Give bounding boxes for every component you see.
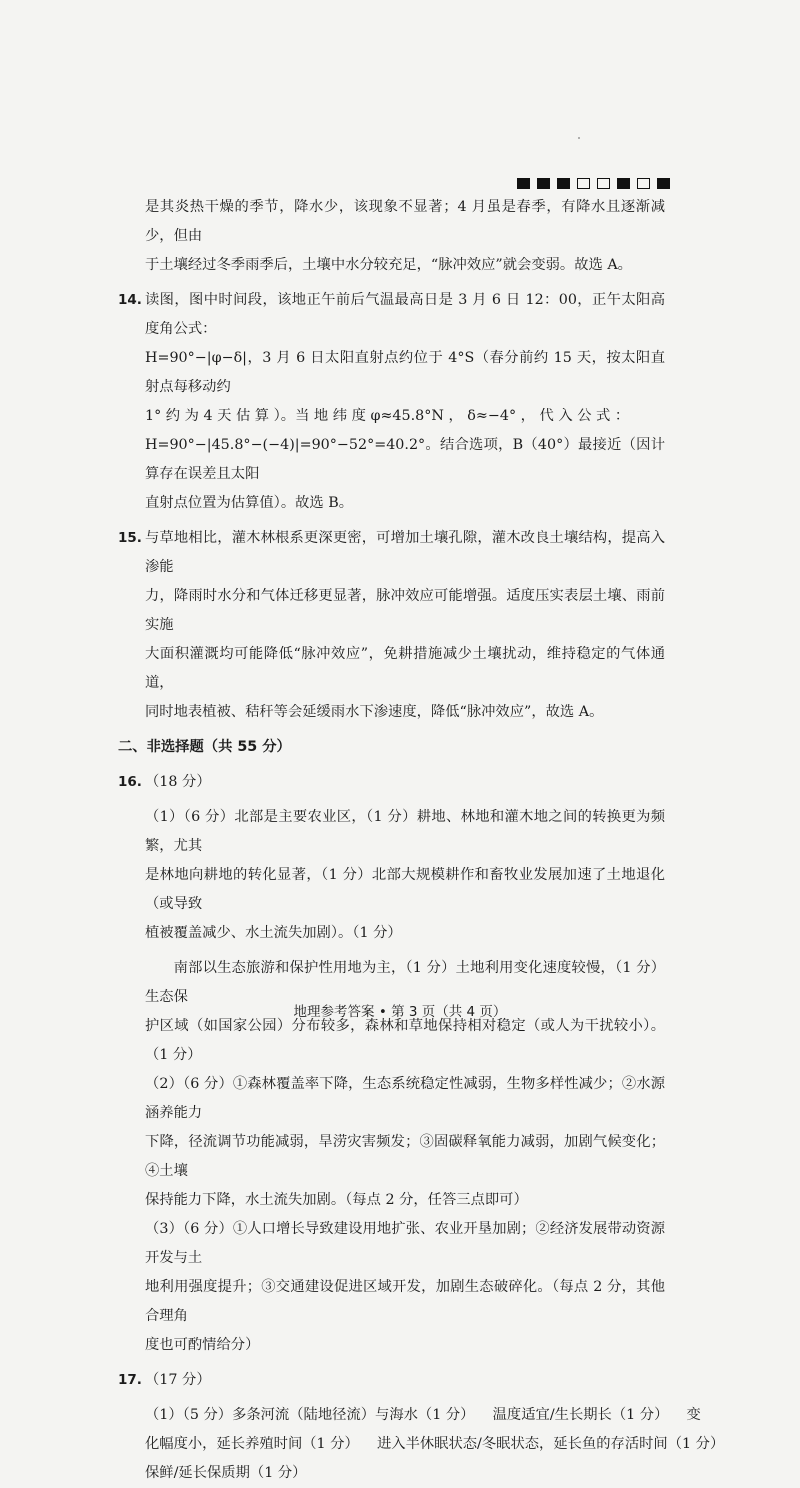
text-line: 力，降雨时水分和气体迁移更显著，脉冲效应可能增强。适度压实表层土壤、雨前实施 — [145, 588, 665, 633]
question-16 — [118, 768, 665, 1360]
text-line: 读图，图中时间段，该地正午前后气温最高日是 3 月 6 日 12：00，正午太阳高度角公式： — [145, 292, 665, 337]
text-line: 直射点位置为估算值）。故选 B。 — [145, 495, 354, 511]
filled-square-mark — [617, 178, 630, 189]
question-number: 17. — [118, 1372, 142, 1388]
text-line: 同时地表植被、秸秆等会延缓雨水下渗速度，降低“脉冲效应”，故选 A。 — [145, 704, 604, 720]
continuation-paragraph — [145, 193, 665, 280]
text-line: 地利用强度提升；③交通建设促进区域开发，加剧生态破碎化。（每点 2 分，其他合理角 — [145, 1279, 665, 1324]
text-line: 南部以生态旅游和保护性用地为主，（1 分）土地利用变化速度较慢，（1 分）生态保 — [145, 960, 665, 1005]
section-title: 二、非选择题（共 55 分） — [118, 739, 291, 755]
empty-square-mark — [577, 178, 590, 189]
filled-square-mark — [537, 178, 550, 189]
empty-square-mark — [597, 178, 610, 189]
text-line: （1）（5 分）多条河流（陆地径流）与海水（1 分） 温度适宜/生长期长（1 分） 变 — [145, 1407, 701, 1423]
header-marks — [517, 178, 670, 189]
question-15 — [118, 524, 665, 727]
text-line: （3）（6 分）①人口增长导致建设用地扩张、农业开垦加剧；②经济发展带动资源开发与土 — [145, 1221, 665, 1266]
text-line: 于土壤经过冬季雨季后，土壤中水分较充足，“脉冲效应”就会变弱。故选 A。 — [145, 257, 632, 273]
text-line: 1° 约 为 4 天 估 算 ）。当 地 纬 度 φ≈45.8°N ， δ≈−4° ， 代 入 公 式 ： — [145, 408, 630, 424]
answer-content — [118, 193, 725, 1488]
question-17 — [118, 1366, 725, 1488]
text-line: H=90°−|φ−δ|，3 月 6 日太阳直射点约位于 4°S（春分前约 15 天，按太阳直射点每移动约 — [145, 350, 665, 395]
filled-square-mark — [517, 178, 530, 189]
question-14 — [118, 286, 665, 518]
text-line: 保持能力下降，水土流失加剧。（每点 2 分，任答三点即可） — [145, 1192, 528, 1208]
question-score: （17 分） — [145, 1372, 211, 1388]
filled-square-mark — [657, 178, 670, 189]
text-line: 是其炎热干燥的季节，降水少，该现象不显著；4 月虽是春季，有降水且逐渐减少，但由 — [145, 199, 665, 244]
question-number: 14. — [118, 292, 142, 308]
text-line: （1）（6 分）北部是主要农业区，（1 分）耕地、林地和灌木地之间的转换更为频繁，尤其 — [145, 809, 665, 854]
question-number: 15. — [118, 530, 142, 546]
text-line: 度也可酌情给分） — [145, 1337, 260, 1353]
scan-speck — [578, 137, 580, 139]
filled-square-mark — [557, 178, 570, 189]
text-line: 护区域（如国家公园）分布较多，森林和草地保持相对稳定（或人为干扰较小）。（1 分） — [145, 1018, 665, 1063]
text-line: 大面积灌溉均可能降低“脉冲效应”，免耕措施减少土壤扰动，维持稳定的气体通道， — [145, 646, 665, 691]
text-line: H=90°−|45.8°−(−4)|=90°−52°=40.2°。结合选项，B（40°）最接近（因计算存在误差且太阳 — [145, 437, 665, 482]
empty-square-mark — [637, 178, 650, 189]
text-line: （2）（6 分）①森林覆盖率下降，生态系统稳定性减弱，生物多样性减少；②水源涵养能力 — [145, 1076, 665, 1121]
text-line: 植被覆盖减少、水土流失加剧）。（1 分） — [145, 925, 402, 941]
text-line: 下降，径流调节功能减弱，旱涝灾害频发；③固碳释氧能力减弱，加剧气候变化；④土壤 — [145, 1134, 665, 1179]
text-line: 化幅度小，延长养殖时间（1 分） 进入半休眠状态/冬眠状态，延长鱼的存活时间（1 分） — [145, 1436, 725, 1452]
text-line: 保鲜/延长保质期（1 分） — [145, 1465, 307, 1481]
question-score: （18 分） — [145, 774, 211, 790]
page-footer: 地理参考答案 • 第 3 页（共 4 页） — [293, 1004, 507, 1020]
text-line: 是林地向耕地的转化显著，（1 分）北部大规模耕作和畜牧业发展加速了土地退化（或导致 — [145, 867, 665, 912]
text-line: 与草地相比，灌木林根系更深更密，可增加土壤孔隙，灌木改良土壤结构，提高入渗能 — [145, 530, 665, 575]
question-number: 16. — [118, 774, 142, 790]
